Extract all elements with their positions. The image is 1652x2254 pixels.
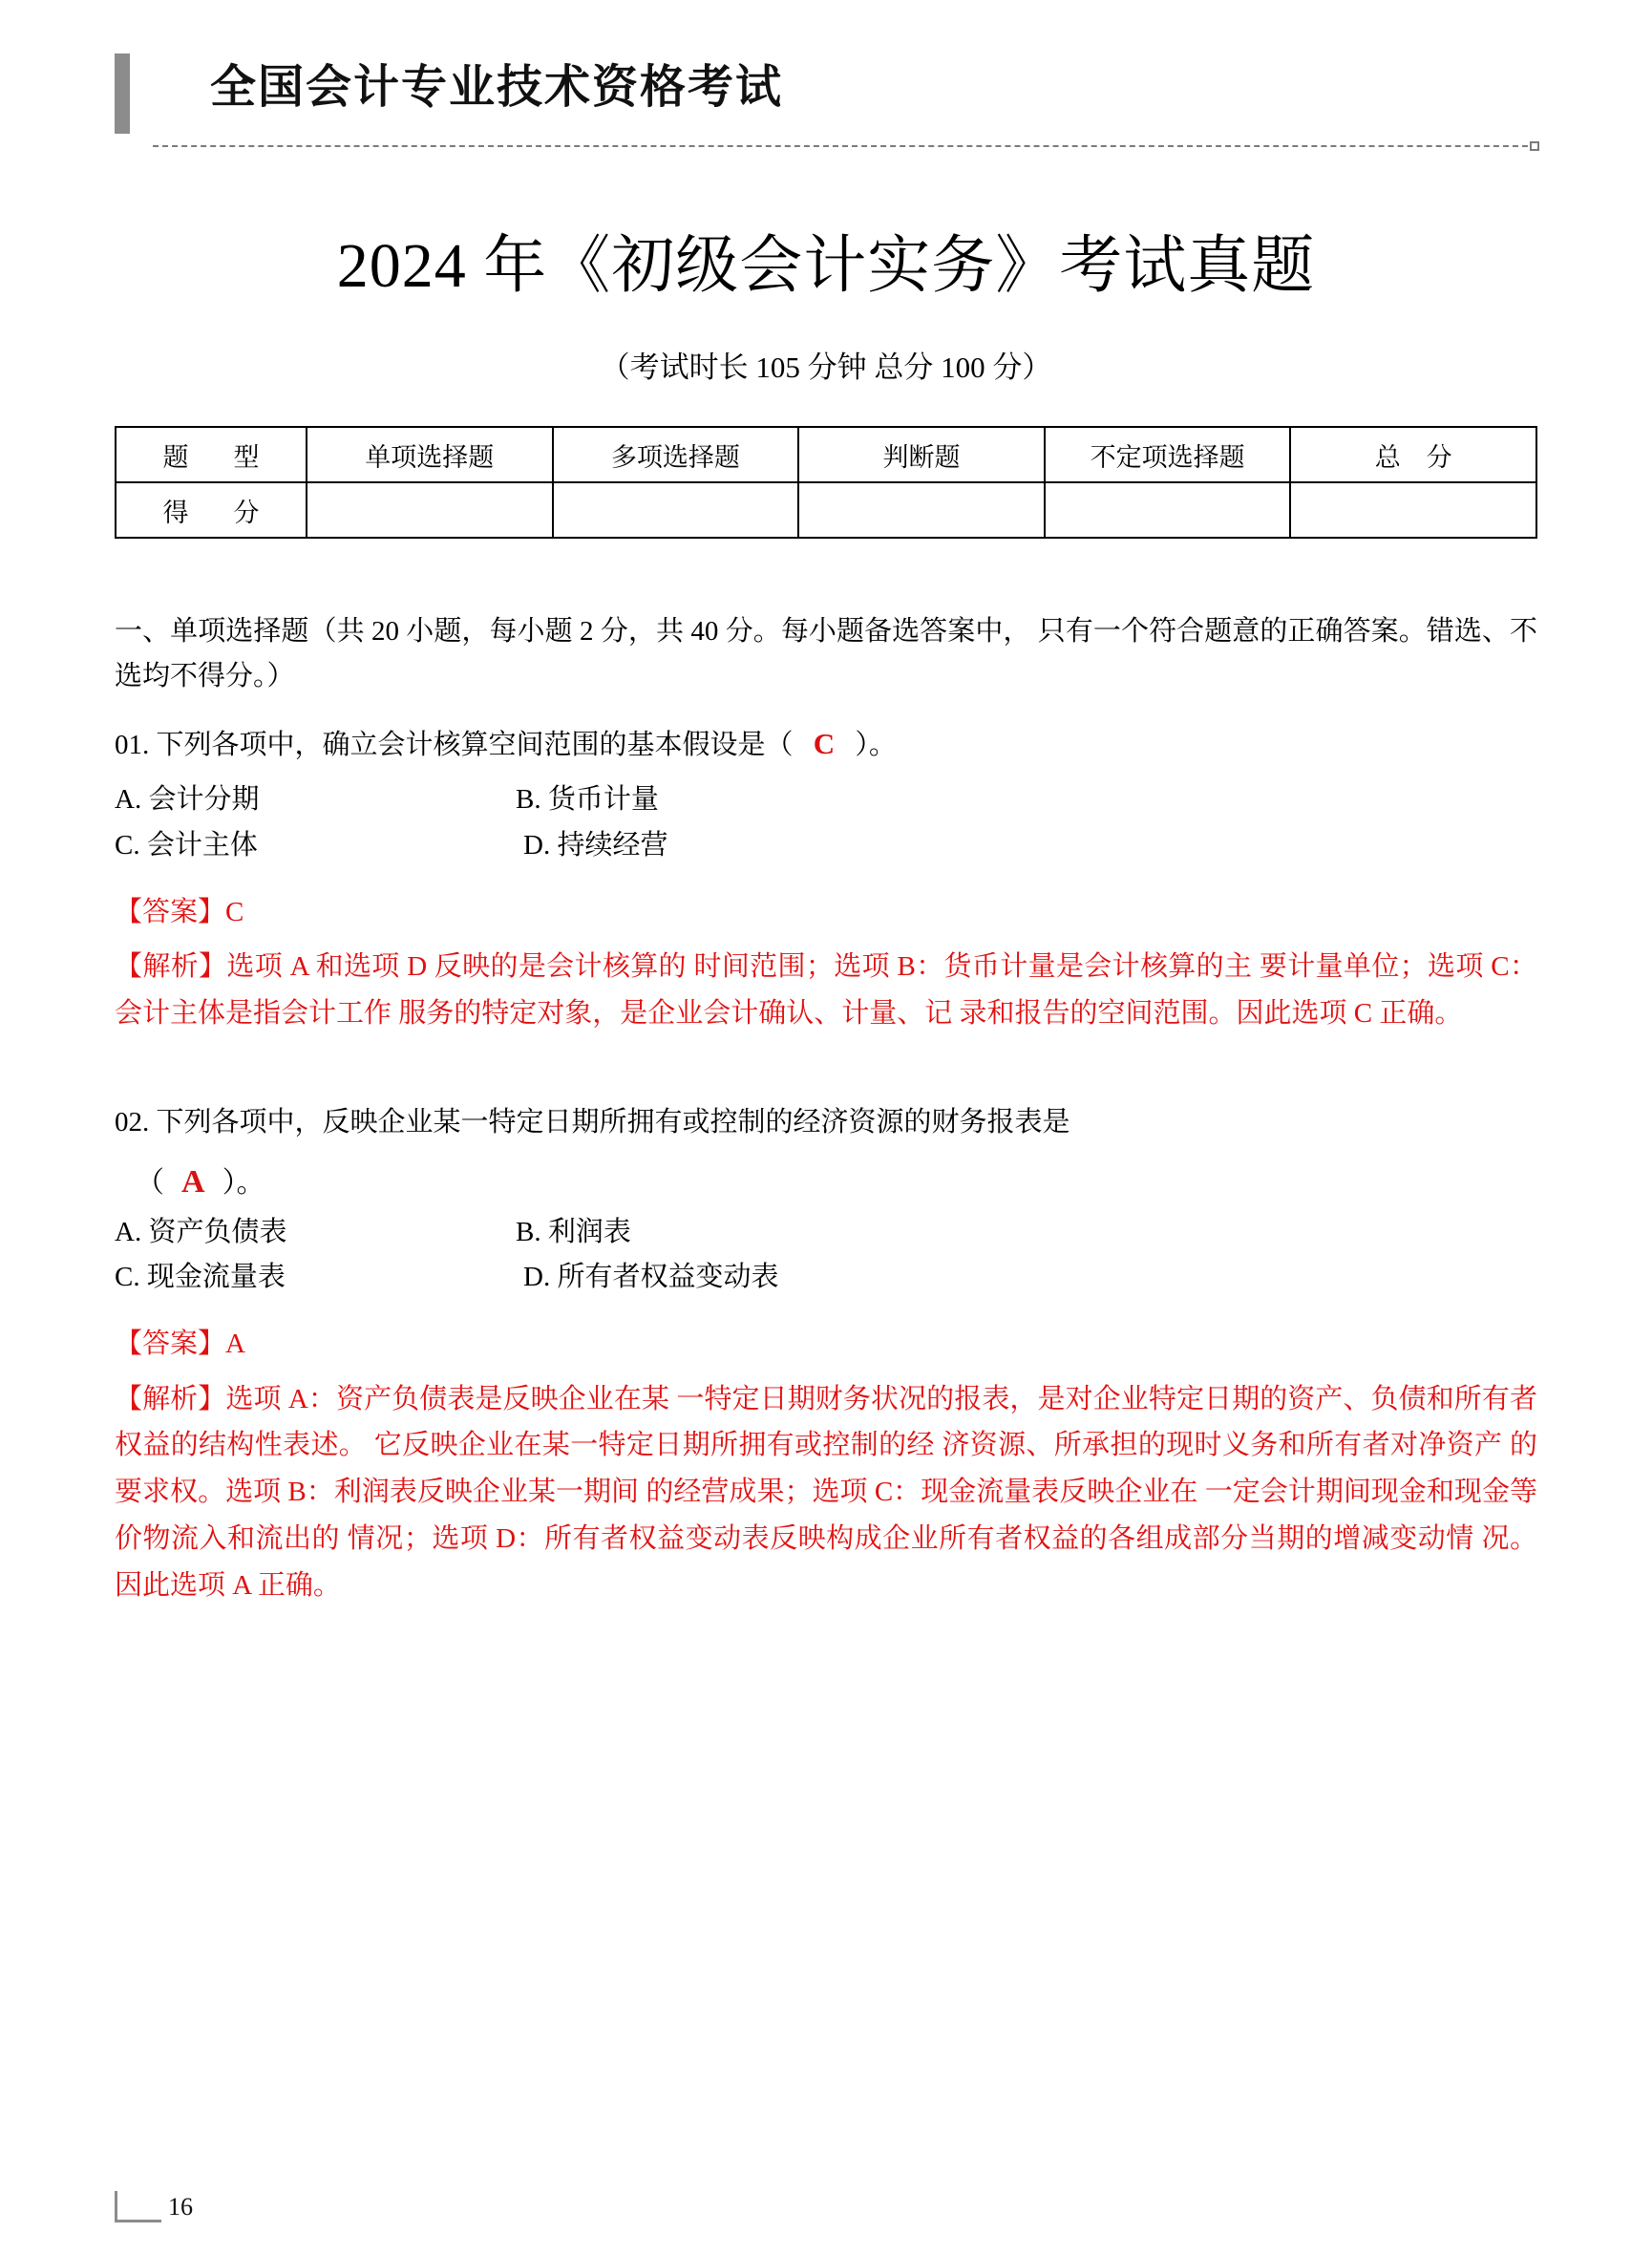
score-table — [115, 426, 1537, 539]
page-footer — [115, 2191, 1537, 2248]
answer-line — [115, 890, 1537, 934]
score-table-row-label: 得 分 — [116, 482, 307, 538]
option-a-text: 会计分期 — [148, 784, 260, 816]
option-c-text: 会计主体 — [146, 830, 258, 861]
option-c[interactable] — [115, 823, 516, 869]
explanation-block — [115, 944, 1537, 1036]
inline-answer-mark: A — [181, 1163, 205, 1200]
document-page — [0, 50, 1652, 2254]
option-c-label: C. — [115, 830, 140, 861]
option-d[interactable] — [516, 823, 667, 869]
option-c-text: 现金流量表 — [146, 1262, 286, 1293]
answer-label: 【答案】 — [115, 896, 226, 927]
option-d-text: 所有者权益变动表 — [557, 1262, 779, 1293]
answer-label: 【答案】 — [115, 1329, 226, 1360]
exam-organization-title: 全国会计专业技术资格考试 — [210, 60, 784, 114]
score-table-header-cell: 不定项选择题 — [1045, 427, 1291, 482]
inline-answer-mark: C — [813, 726, 836, 760]
score-table-header-cell: 单项选择题 — [307, 427, 553, 482]
option-b[interactable] — [516, 777, 659, 823]
option-d[interactable] — [516, 1255, 778, 1301]
option-c[interactable] — [115, 1255, 516, 1301]
option-d-label: D. — [523, 830, 551, 861]
header-accent-bar — [115, 53, 130, 134]
explanation-label: 【解析】 — [115, 951, 227, 983]
page-header — [115, 50, 1537, 153]
header-dashed-divider — [153, 145, 1537, 147]
question-stem — [115, 720, 1537, 768]
option-b-text: 货币计量 — [547, 784, 659, 816]
explanation-text: 选项 A：资产负债表是反映企业在某 一特定日期财务状况的报表，是对企业特定日期的资产、负债和所有者权益的结构性表述。 它反映企业在某一特定日期所拥有或控制的经 济资源、所承担的现时义务和所有者对净资产 的要求权。选项 B：利润表反映企业某一期间 的经营成果；选项 C：现金流量表反映企业在 一定会计期间现金和现金等价物流入和流出的 情况；选项 D：所有者权益变动表反映构成企业所有者权益的各组成部分当期的增减变动情 况。因此选项 A 正确。 — [115, 1383, 1537, 1601]
question-spacer — [115, 1037, 1537, 1079]
section-heading: 一、单项选择题（共 20 小题，每小题 2 分，共 40 分。每小题备选答案中， 只有一个符合题意的正确答案。错选、不选均不得分。） — [115, 616, 1537, 691]
option-b-label: B. — [516, 1216, 541, 1247]
question-options — [115, 777, 1537, 869]
question-text-tail: ）。 — [855, 729, 897, 760]
question-stem — [115, 1100, 1537, 1145]
explanation-label: 【解析】 — [115, 1383, 226, 1414]
option-a-text: 资产负债表 — [148, 1216, 287, 1247]
answer-value: A — [225, 1329, 245, 1360]
question-text: 下列各项中，确立会计核算空间范围的基本假设是（ — [156, 729, 794, 760]
page-number: 16 — [168, 2193, 193, 2221]
score-cell — [798, 482, 1045, 538]
score-cell — [307, 482, 553, 538]
exam-duration-subtitle: （考试时长 105 分钟 总分 100 分） — [600, 351, 1052, 384]
option-a[interactable] — [115, 1210, 516, 1256]
question-answer-paren — [115, 1159, 1537, 1201]
option-row — [115, 777, 1537, 823]
answer-line — [115, 1322, 1537, 1366]
score-table-row-label: 题 型 — [116, 427, 307, 482]
score-cell — [1045, 482, 1291, 538]
option-a-label: A. — [115, 784, 142, 816]
score-cell — [1290, 482, 1536, 538]
question-text: 下列各项中，反映企业某一特定日期所拥有或控制的经济资源的财务报表是 — [156, 1106, 1070, 1138]
table-row — [116, 482, 1536, 538]
question-options — [115, 1210, 1537, 1302]
question-number: 02. — [115, 1106, 150, 1138]
option-d-label: D. — [523, 1262, 551, 1293]
score-cell — [553, 482, 799, 538]
question-number: 01. — [115, 729, 150, 760]
option-a-label: A. — [115, 1216, 142, 1247]
page-title: 2024 年《初级会计实务》考试真题 — [336, 231, 1316, 301]
option-b-text: 利润表 — [547, 1216, 631, 1247]
score-table-header-cell: 多项选择题 — [553, 427, 799, 482]
explanation-block — [115, 1376, 1537, 1609]
footer-corner-mark — [115, 2191, 161, 2222]
option-a[interactable] — [115, 777, 516, 823]
table-row — [116, 427, 1536, 482]
option-d-text: 持续经营 — [557, 830, 668, 861]
option-row — [115, 1210, 1537, 1256]
option-b[interactable] — [516, 1210, 631, 1256]
explanation-text: 选项 A 和选项 D 反映的是会计核算的 时间范围；选项 B：货币计量是会计核算的主 要计量单位；选项 C：会计主体是指会计工作 服务的特定对象，是企业会计确认、计量、记 录和报告的空间范围。因此选项 C 正确。 — [115, 951, 1537, 1029]
option-c-label: C. — [115, 1262, 140, 1293]
score-table-header-cell: 判断题 — [798, 427, 1045, 482]
option-b-label: B. — [516, 784, 541, 816]
paren-open: （ — [136, 1166, 164, 1199]
option-row — [115, 1255, 1537, 1301]
answer-value: C — [225, 896, 244, 927]
paren-close: ）。 — [222, 1166, 265, 1199]
option-row — [115, 823, 1537, 869]
score-table-header-cell: 总 分 — [1290, 427, 1536, 482]
